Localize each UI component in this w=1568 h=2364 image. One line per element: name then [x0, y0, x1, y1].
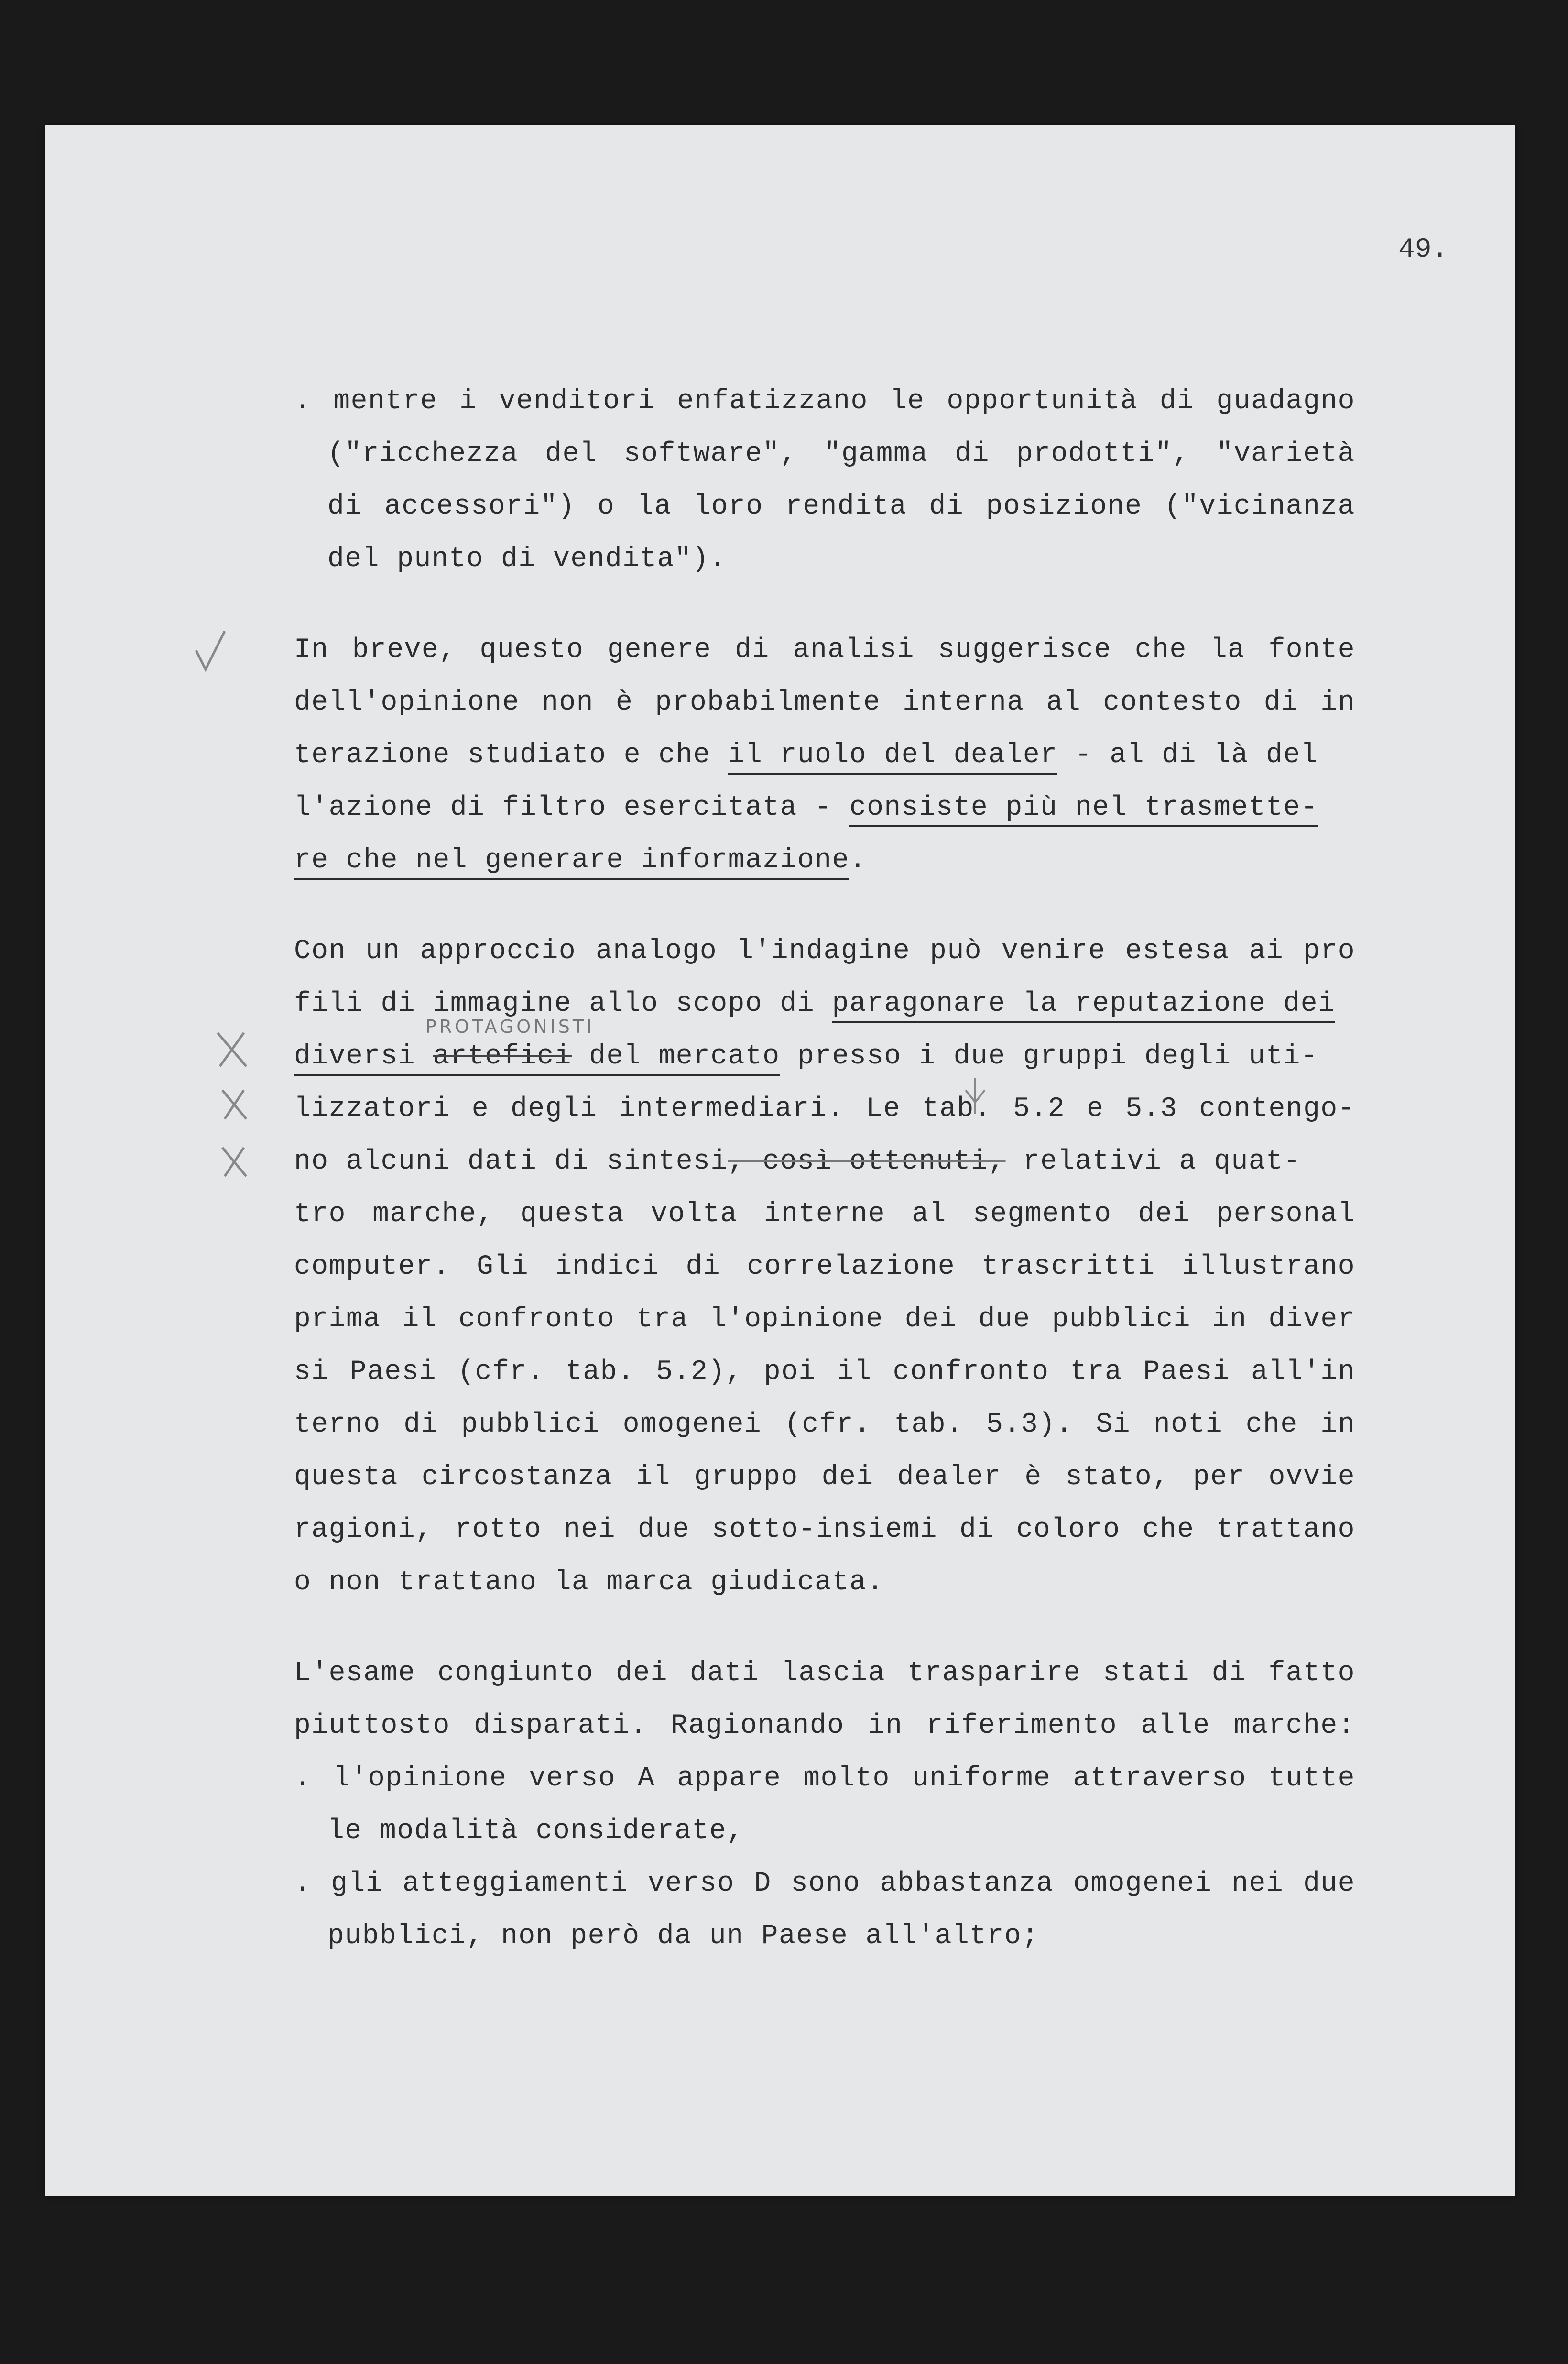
text-line: piuttosto disparati. Ragionando in riferimento alle marche: — [294, 1710, 1355, 1741]
pencil-insert-mark — [961, 1076, 990, 1119]
pencil-x-mark — [210, 1028, 253, 1071]
text-line: le modalità considerate, — [327, 1816, 744, 1847]
text-span: terazione studiato e che — [294, 740, 728, 771]
struck-text: , così ottenuti, — [728, 1146, 1006, 1177]
text-line: di accessori") o la loro rendita di posizione ("vicinanza — [327, 491, 1355, 522]
text-line: L'esame congiunto dei dati lascia trasparire stati di fatto — [294, 1658, 1355, 1689]
text-span: presso i due gruppi degli uti- — [780, 1041, 1318, 1072]
underlined-text: diversi — [294, 1041, 433, 1076]
handwritten-annotation: PROTAGONISTI — [425, 1016, 595, 1037]
page-number: 49. — [1398, 234, 1448, 265]
text-line: si Paesi (cfr. tab. 5.2), poi il confronto tra Paesi all'in — [294, 1357, 1355, 1388]
text-span: . — [849, 845, 867, 876]
struck-text: artefici — [433, 1041, 571, 1076]
text-line — [294, 1040, 1318, 1073]
text-line — [294, 739, 1318, 772]
text-line — [294, 1145, 1301, 1179]
text-line: . l'opinione verso A appare molto uniforme attraverso tutte — [294, 1763, 1355, 1794]
text-line: Con un approccio analogo l'indagine può venire estesa ai pro — [294, 936, 1355, 967]
text-line: prima il confronto tra l'opinione dei due pubblici in diver — [294, 1304, 1355, 1335]
text-line: . gli atteggiamenti verso D sono abbastanza omogenei nei due — [294, 1868, 1355, 1899]
text-span: fili di immagine allo scopo di — [294, 988, 832, 1019]
underlined-text: paragonare la reputazione dei — [832, 988, 1335, 1023]
underlined-text: del mercato — [572, 1041, 780, 1076]
text-line: ragioni, rotto nei due sotto-insiemi di coloro che trattano — [294, 1514, 1355, 1545]
text-span: l'azione di filtro esercitata - — [294, 792, 849, 823]
text-line — [294, 791, 1318, 825]
text-line: lizzatori e degli intermediari. Le tab. 5.2 e 5.3 contengo- — [294, 1094, 1355, 1125]
text-span: - al di là del — [1057, 740, 1318, 771]
text-line: dell'opinione non è probabilmente interna al contesto di in — [294, 687, 1355, 718]
underlined-text: consiste più nel trasmette- — [849, 792, 1318, 827]
pencil-check-mark — [191, 626, 234, 679]
text-line: computer. Gli indici di correlazione trascritti illustrano — [294, 1251, 1355, 1282]
underlined-text: re che nel generare informazione — [294, 845, 849, 880]
text-line: ("ricchezza del software", "gamma di prodotti", "varietà — [327, 438, 1355, 470]
text-line: del punto di vendita"). — [327, 544, 727, 575]
text-line — [294, 844, 867, 877]
text-span: relativi a quat- — [1005, 1146, 1301, 1177]
underlined-text: il ruolo del dealer — [728, 740, 1058, 775]
text-line: tro marche, questa volta interne al segmento dei personal — [294, 1199, 1355, 1230]
text-line: . mentre i venditori enfatizzano le opportunità di guadagno — [294, 386, 1355, 417]
text-span: no alcuni dati di sintesi — [294, 1146, 728, 1177]
pencil-x-mark — [215, 1143, 253, 1181]
text-line: o non trattano la marca giudicata. — [294, 1567, 884, 1598]
text-line: questa circostanza il gruppo dei dealer è stato, per ovvie — [294, 1462, 1355, 1493]
pencil-x-mark — [215, 1085, 253, 1124]
text-line: pubblici, non però da un Paese all'altro; — [327, 1921, 1039, 1952]
text-line: terno di pubblici omogenei (cfr. tab. 5.3). Si noti che in — [294, 1409, 1355, 1440]
text-line: In breve, questo genere di analisi suggerisce che la fonte — [294, 635, 1355, 666]
